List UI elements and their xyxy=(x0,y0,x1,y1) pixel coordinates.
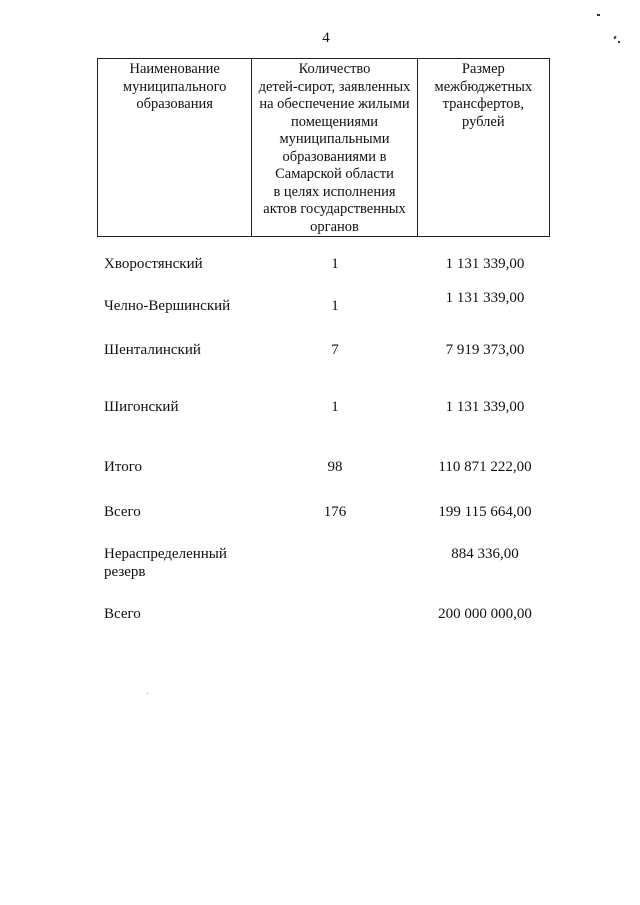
transfer-amount: 1 131 339,00 xyxy=(445,256,525,272)
grand-total-amount: 200 000 000,00 xyxy=(438,606,532,622)
reserve-label: Нераспределенный резерв xyxy=(104,546,227,580)
transfer-amount: 1 131 339,00 xyxy=(445,399,525,415)
header-row xyxy=(98,59,550,237)
subtotal-label: Итого xyxy=(104,459,142,475)
subtotal-amount: 110 871 222,00 xyxy=(438,459,532,475)
total-amount: 199 115 664,00 xyxy=(438,504,532,520)
header-orphan-count: Количество детей-сирот, заявленных на обеспечение жилыми помещениями муниципальными образованиями в Самарской области в целях исполнения актов государственных органов xyxy=(252,59,417,237)
scan-mark xyxy=(597,14,600,16)
municipality-name: Шенталинский xyxy=(104,342,201,358)
orphan-count: 7 xyxy=(331,342,339,358)
orphan-count: 1 xyxy=(331,256,339,272)
municipality-name: Хворостянский xyxy=(104,256,203,272)
orphan-count: 1 xyxy=(331,399,339,415)
header-table xyxy=(97,58,550,237)
grand-total-label: Всего xyxy=(104,606,141,622)
municipality-name: Челно-Вершинский xyxy=(104,298,231,314)
reserve-amount: 884 336,00 xyxy=(451,546,519,562)
scan-speck xyxy=(147,693,148,694)
header-transfer-amount: Размер межбюджетных трансфертов, рублей xyxy=(417,59,549,237)
municipality-name: Шигонский xyxy=(104,399,179,415)
subtotal-count: 98 xyxy=(327,459,343,475)
total-count: 176 xyxy=(323,504,347,520)
scan-mark xyxy=(618,41,620,43)
page-number: 4 xyxy=(322,30,330,46)
transfer-amount: 1 131 339,00 xyxy=(445,290,525,306)
orphan-count: 1 xyxy=(331,298,339,314)
header-municipality: Наименование муниципального образования xyxy=(98,59,252,237)
transfer-amount: 7 919 373,00 xyxy=(445,342,525,358)
total-label: Всего xyxy=(104,504,141,520)
